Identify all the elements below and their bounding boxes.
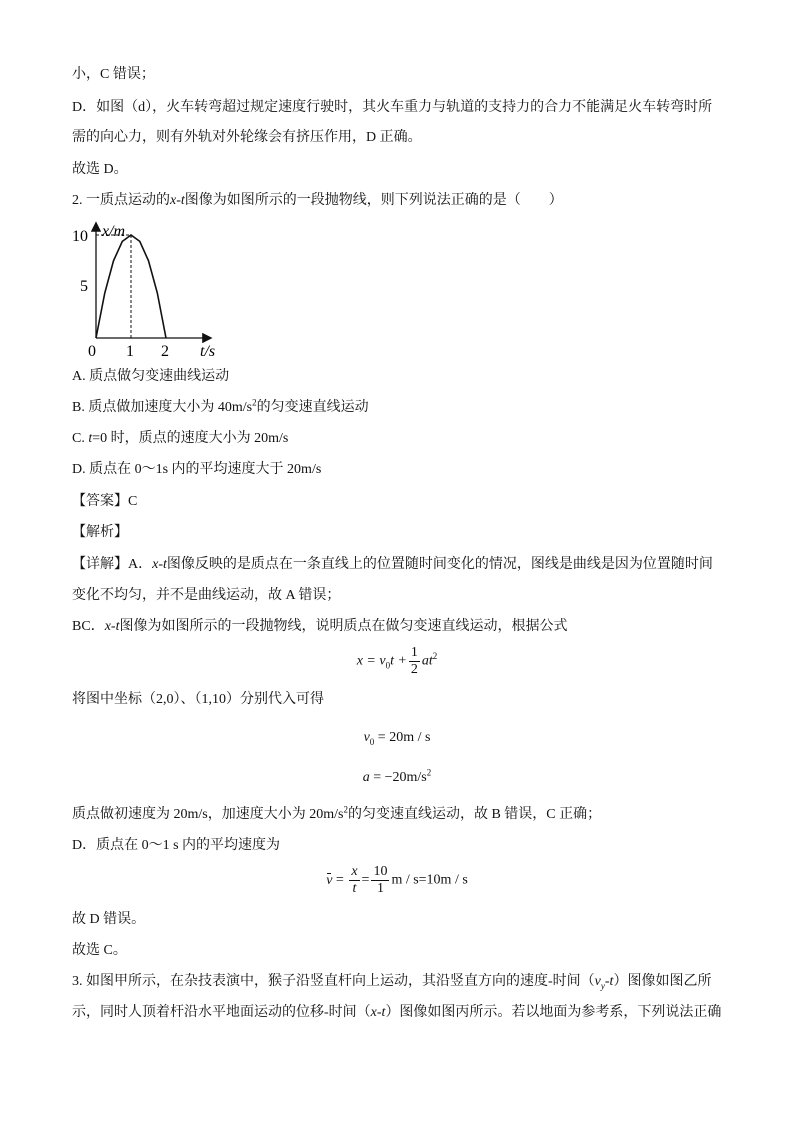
- detail-line-4: 将图中坐标（2,0）、（1,10）分别代入可得: [72, 692, 324, 707]
- option-d: D. 质点在 0～1s 内的平均速度大于 20m/s: [72, 462, 322, 477]
- answer-value: C: [128, 494, 138, 509]
- option-b: B. 质点做加速度大小为 $40m/s^2$的匀变速直线运动: [72, 397, 369, 415]
- question-2-stem: 2. 一质点运动的x-t图像为如图所示的一段抛物线，则下列说法正确的是（ ）: [72, 193, 563, 208]
- detail-line-7: 故 D 错误。: [72, 912, 146, 927]
- x-tick-0: 0: [88, 343, 96, 360]
- intro-line-1: 小，C 错误；: [72, 67, 155, 82]
- intro-line-3: 需的向心力，则有外轨对外轮缘会有挤压作用，D 正确。: [72, 130, 422, 145]
- x-tick-2: 2: [161, 343, 169, 360]
- x-tick-1: 1: [126, 343, 134, 360]
- answer-line: [72, 492, 137, 512]
- y-axis-label: x/m: [102, 223, 126, 240]
- answer-tag: 【答案】: [72, 494, 128, 509]
- detail-line-5: 质点做初速度为 20m/s，加速度大小为 $20m/s^2$的匀变速直线运动，故 B 错误，C 正确；: [72, 804, 602, 822]
- intro-line-2: D．如图（d），火车转弯超过规定速度行驶时，其火车重力与轨道的支持力的合力不能满足火车转弯时所: [72, 100, 713, 115]
- option-a: A. 质点做匀变速曲线运动: [72, 369, 230, 384]
- question-3-line-2: 示，同时人顶着杆沿水平地面运动的位移-时间（x-t）图像如图丙所示。若以地面为参考系，下列说法正确: [72, 1005, 722, 1020]
- equation-acceleration: $a = -20m/s^2$: [362, 767, 432, 785]
- equation-initial-velocity: $v_0 = 20m / s$: [363, 730, 431, 747]
- equation-displacement: $x = v_0t$ + $\frac{1}{2}$ $at^2$: [356, 645, 438, 677]
- fraction-half: $\frac{1}{2}$: [410, 645, 418, 677]
- detail-line-3: BC．x-t图像为如图所示的一段抛物线，说明质点在做匀变速直线运动，根据公式: [72, 619, 568, 634]
- detail-line-1: 【详解】A．x-t图像反映的是质点在一条直线上的位置随时间变化的情况，图线是曲线是因为位置随时间: [72, 557, 713, 572]
- y-tick-10: 10: [72, 228, 88, 245]
- analysis-tag: 【解析】: [72, 525, 128, 540]
- xt-graph: [72, 218, 232, 364]
- x-axis-label: t/s: [200, 343, 216, 360]
- fraction-x-over-t: $\frac{x}{t}$: [351, 864, 358, 896]
- detail-line-6: D．质点在 0～1 s 内的平均速度为: [72, 838, 281, 853]
- question-3-line-1: 3. 如图甲所示，在杂技表演中，猴子沿竖直杆向上运动，其沿竖直方向的速度-时间$(v_y-t)$图像如图乙所: [72, 974, 712, 991]
- option-c: C. t=0 时，质点的速度大小为 20m/s: [72, 431, 289, 446]
- equation-average-velocity: v = $\frac{x}{t}$ = $\frac{10}{1}$ m / s=10m / s: [326, 864, 468, 896]
- detail-line-2: 变化不均匀，并不是曲线运动，故 A 错误；: [72, 588, 341, 603]
- intro-line-4: 故选 D。: [72, 162, 128, 177]
- y-tick-5: 5: [80, 278, 88, 295]
- fraction-10-over-1: $\frac{10}{1}$: [373, 864, 388, 896]
- detail-line-8: 故选 C。: [72, 943, 127, 958]
